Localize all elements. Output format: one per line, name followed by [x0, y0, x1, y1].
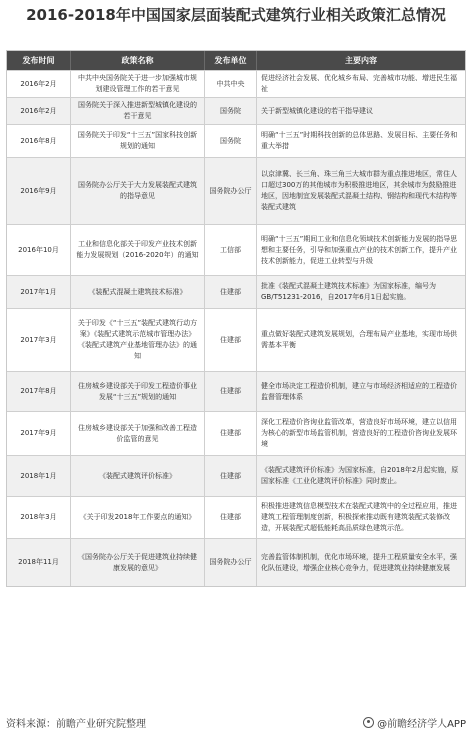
- cell-time: 2017年9月: [7, 412, 71, 455]
- source-note: 资料来源：前瞻产业研究院整理: [6, 718, 146, 730]
- cell-time: 2016年2月: [7, 71, 71, 97]
- table-row: [7, 309, 465, 372]
- cell-unit: 中共中央: [205, 71, 257, 97]
- cell-unit: 国务院: [205, 125, 257, 157]
- brand-text: @前瞻经济学人APP: [377, 718, 466, 730]
- cell-content: 批准《装配式混凝土建筑技术标准》为国家标准，编号为GB/T51231-2016，自2017年6月1日起实施。: [261, 282, 436, 301]
- cell-content: 健全市场决定工程造价机制，建立与市场经济相适应的工程造价监督管理体系: [261, 381, 457, 401]
- table-row: [7, 456, 465, 497]
- cell-unit: 国务院办公厅: [205, 158, 257, 224]
- cell-time: 2016年9月: [7, 158, 71, 224]
- table-body: [7, 71, 465, 586]
- header-unit: 发布单位: [205, 51, 257, 70]
- cell-content: 促进经济社会发展、优化城乡布局、完善城市功能、增进民生福祉: [261, 74, 457, 93]
- cell-name: 国务院关于深入推进新型城镇化建设的若干意见: [71, 98, 205, 124]
- cell-time: 2017年1月: [7, 276, 71, 308]
- brand-credit: [363, 715, 466, 730]
- cell-time: 2016年8月: [7, 125, 71, 157]
- table-row: [7, 539, 465, 586]
- table-row: [7, 98, 465, 125]
- policy-table: [6, 50, 466, 587]
- table-row: [7, 125, 465, 158]
- cell-time: 2016年10月: [7, 225, 71, 275]
- cell-content: 以京津冀、长三角、珠三角三大城市群为重点推进地区，常住人口超过300万的其他城市为积极推进地区，其余城市为鼓励推进地区，因地制宜发展装配式混凝土结构、钢结构和现代木结构等装配式建筑: [261, 170, 457, 211]
- cell-content: 明确“十三五”时期科技创新的总体思路、发展目标、主要任务和重大举措: [261, 131, 458, 150]
- cell-unit: 工信部: [205, 225, 257, 275]
- page-title: 2016-2018年中国国家层面装配式建筑行业相关政策汇总情况: [26, 6, 446, 24]
- table-row: [7, 71, 465, 98]
- cell-unit: 住建部: [205, 456, 257, 496]
- cell-unit: 住建部: [205, 412, 257, 455]
- cell-unit: 国务院: [205, 98, 257, 124]
- table-row: [7, 158, 465, 225]
- cell-name: 《装配式混凝土建筑技术标准》: [71, 276, 205, 308]
- table-row: [7, 412, 465, 456]
- table-header-row: [7, 51, 465, 71]
- cell-name: 《关于印发2018年工作要点的通知》: [71, 497, 205, 538]
- table-row: [7, 372, 465, 412]
- cell-name: 住房城乡建设部关于印发工程造价事业发展“十三五”规划的通知: [71, 372, 205, 411]
- cell-name: 《装配式建筑评价标准》: [71, 456, 205, 496]
- table-row: [7, 276, 465, 309]
- cell-name: 住房城乡建设部关于加强和改善工程造价监管的意见: [71, 412, 205, 455]
- cell-time: 2016年2月: [7, 98, 71, 124]
- cell-unit: 住建部: [205, 276, 257, 308]
- cell-content: 完善监管体制机制，优化市场环境，提升工程质量安全水平，强化队伍建设，增强企业核心竞争力，促进建筑业持续健康发展: [261, 552, 457, 572]
- header-time: 发布时间: [7, 51, 71, 70]
- cell-content: 明确“十三五”期间工业和信息化领域技术创新能力发展的指导思想和主要任务，引导和加强重点产业的技术创新工作，提升产业技术创新能力，促进工业转型与升级: [261, 234, 458, 265]
- cell-time: 2017年8月: [7, 372, 71, 411]
- cell-name: 《国务院办公厅关于促进建筑业持续健康发展的意见》: [71, 539, 205, 586]
- cell-unit: 国务院办公厅: [205, 539, 257, 586]
- header-name: 政策名称: [71, 51, 205, 70]
- header-content: 主要内容: [345, 56, 377, 65]
- cell-content: 关于新型城镇化建设的若干指导建议: [261, 106, 373, 115]
- cell-unit: 住建部: [205, 372, 257, 411]
- cell-content: 《装配式建筑评价标准》为国家标准，自2018年2月起实施，原国家标准《工业化建筑评价标准》同时废止。: [261, 466, 459, 485]
- footer: [6, 712, 466, 732]
- table-row: [7, 225, 465, 276]
- cell-time: 2017年3月: [7, 309, 71, 371]
- table-row: [7, 497, 465, 539]
- cell-content: 深化工程造价咨询业监管改革，营造良好市场环境，建立以信用为核心的新型市场监管机制，营造良好的工程造价咨询业发展环境: [261, 418, 457, 448]
- brand-logo-icon: [363, 717, 374, 728]
- cell-name: 工业和信息化部关于印发产业技术创新能力发展规划（2016-2020年）的通知: [71, 225, 205, 275]
- cell-unit: 住建部: [205, 497, 257, 538]
- cell-time: 2018年3月: [7, 497, 71, 538]
- cell-content: 积极推进建筑信息模型技术在装配式建筑中的全过程应用，推进建筑工程管理制度创新，积极探索推动既有建筑装配式装修改造，开展装配式超低能耗高品质绿色建筑示范。: [261, 502, 457, 532]
- cell-name: 关于印发《“十三五”装配式建筑行动方案》《装配式建筑示范城市管理办法》《装配式建筑产业基地管理办法》的通知: [71, 309, 205, 371]
- cell-name: 中共中央国务院关于进一步加强城市规划建设管理工作的若干意见: [71, 71, 205, 97]
- cell-time: 2018年11月: [7, 539, 71, 586]
- cell-name: 国务院办公厅关于大力发展装配式建筑的指导意见: [71, 158, 205, 224]
- cell-time: 2018年1月: [7, 456, 71, 496]
- cell-content: 重点做好装配式建筑发展规划，合理布局产业基地，实现市场供需基本平衡: [261, 330, 457, 349]
- cell-name: 国务院关于印发“十三五”国家科技创新规划的通知: [71, 125, 205, 157]
- cell-unit: 住建部: [205, 309, 257, 371]
